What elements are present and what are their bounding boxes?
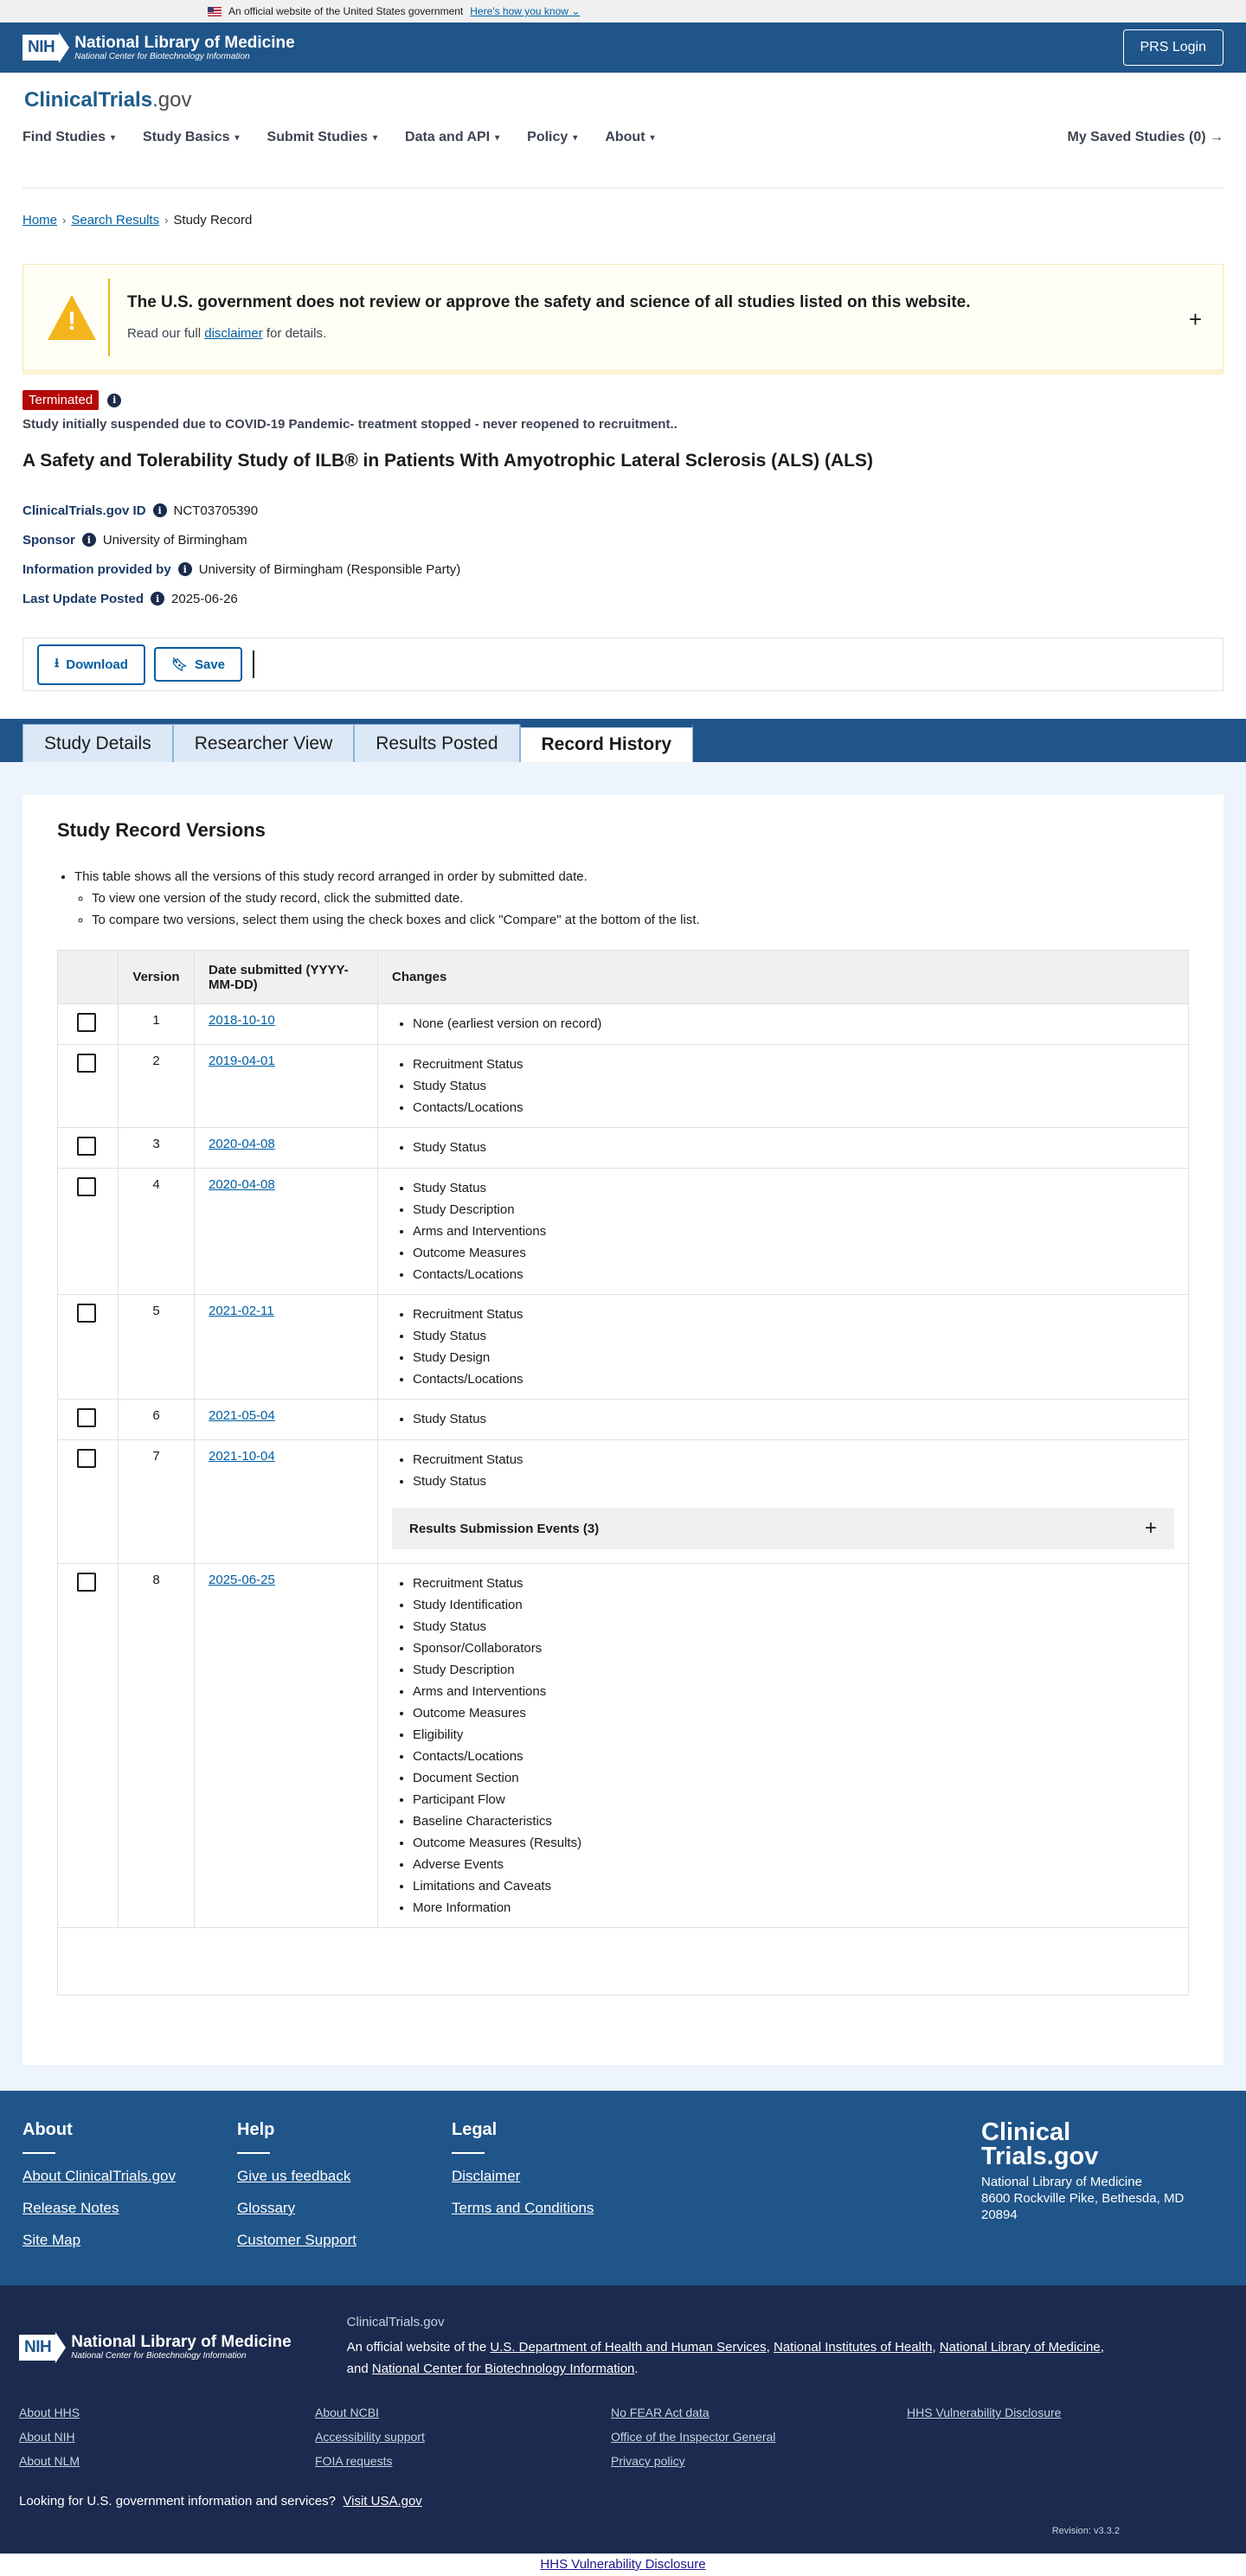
chevron-down-icon: ▾ (650, 132, 655, 143)
list-item: • Adverse Events (413, 1854, 1174, 1875)
table-row (58, 1128, 1189, 1169)
nav-about[interactable]: About ▾ (605, 130, 655, 144)
compare-checkbox[interactable] (77, 1054, 96, 1073)
info-icon[interactable]: i (107, 394, 121, 407)
list-item: • Limitations and Caveats (413, 1875, 1174, 1897)
footer-link[interactable]: Give us feedback (237, 2168, 351, 2184)
info-icon[interactable]: i (178, 562, 192, 576)
list-item: • Recruitment Status (413, 1054, 1174, 1075)
version-number: 7 (119, 1440, 195, 1564)
table-row (58, 1564, 1189, 1928)
footer-brand: Clinical Trials.gov National Library of Medicine 8600 Rockville Pike, Bethesda, MD 20894 (981, 2120, 1224, 2264)
version-date-link[interactable]: 2018-10-10 (209, 1013, 275, 1028)
chevron-down-icon: ▾ (234, 132, 240, 143)
list-item: • Recruitment Status (413, 1573, 1174, 1594)
version-number: 4 (119, 1169, 195, 1295)
chevron-right-icon: › (164, 214, 169, 227)
version-number: 1 (119, 1004, 195, 1045)
col-date: Date submitted (YYYY-MM-DD) (195, 951, 378, 1004)
list-item: • Recruitment Status (413, 1449, 1174, 1471)
list-item: • Study Status (413, 1075, 1174, 1097)
version-date-link[interactable]: 2020-04-08 (209, 1137, 275, 1151)
gov-banner-text: An official website of the United States government (228, 5, 464, 17)
list-item: • Study Status (413, 1616, 1174, 1637)
table-row (58, 1169, 1189, 1295)
clinicaltrials-logo[interactable]: ClinicalTrials.gov (24, 88, 192, 112)
compare-checkbox[interactable] (77, 1013, 96, 1032)
footer-bottom-link[interactable]: HHS Vulnerability Disclosure (907, 2406, 1062, 2419)
compare-checkbox[interactable] (77, 1449, 96, 1468)
changes-list (413, 1304, 1174, 1390)
compare-checkbox[interactable] (77, 1137, 96, 1156)
chevron-down-icon: ▾ (111, 132, 116, 143)
usa-gov-link[interactable]: Visit USA.gov (343, 2494, 422, 2509)
disclaimer-headline: The U.S. government does not review or approve the safety and science of all studies listed on this website. (127, 293, 971, 311)
nlm-logo[interactable]: NIH National Library of Medicine National Center for Biotechnology Information (22, 32, 295, 63)
download-button[interactable]: ⭳ Download (37, 644, 145, 685)
tab-results-posted[interactable]: Results Posted (354, 724, 519, 762)
nav-find-studies[interactable]: Find Studies ▾ (22, 130, 116, 144)
version-date-link[interactable]: 2025-06-25 (209, 1573, 275, 1587)
us-flag-icon (208, 7, 222, 16)
why-stopped: Study initially suspended due to COVID-19 Pandemic- treatment stopped - never reopened to recruitment.. (22, 417, 678, 432)
arrow-right-icon: → (1210, 130, 1224, 144)
list-item: • Contacts/Locations (413, 1746, 1174, 1767)
list-item: • Study Status (413, 1177, 1174, 1199)
breadcrumb-search-results[interactable]: Search Results (71, 213, 160, 227)
list-item: • Document Section (413, 1767, 1174, 1789)
changes-list (413, 1054, 1174, 1118)
versions-heading: Study Record Versions (57, 819, 266, 841)
gov-banner (0, 0, 1246, 22)
version-date-link[interactable]: 2021-05-04 (209, 1408, 275, 1423)
info-icon[interactable]: i (82, 533, 96, 547)
chevron-down-icon: ▾ (573, 132, 578, 143)
list-item: • Study Status (413, 1408, 1174, 1430)
footer-link[interactable]: Customer Support (237, 2232, 356, 2248)
footer-bottom-link[interactable]: Office of the Inspector General (611, 2430, 776, 2444)
table-row (58, 1295, 1189, 1400)
chevron-down-icon: ▾ (373, 132, 378, 143)
prs-login-button[interactable]: PRS Login (1123, 29, 1224, 66)
ncbi-name: National Center for Biotechnology Information (74, 51, 250, 61)
footer-link[interactable]: Site Map (22, 2232, 81, 2248)
nav-data-api[interactable]: Data and API ▾ (405, 130, 500, 144)
actions-bar (22, 638, 1224, 691)
tab-researcher-view[interactable]: Researcher View (173, 724, 355, 762)
changes-list (413, 1137, 1174, 1158)
footer-col-about: About About ClinicalTrials.gov Release Notes Site Map (22, 2120, 237, 2264)
list-item: • Contacts/Locations (413, 1368, 1174, 1390)
footer-bottom-link[interactable]: About NLM (19, 2454, 80, 2468)
table-row (58, 1004, 1189, 1045)
expand-plus-icon[interactable]: + (1188, 306, 1202, 332)
status-badge: Terminated (22, 390, 99, 410)
bookmark-icon: 🔖︎ (170, 657, 188, 672)
meta-last-update: Last Update Posted i 2025-06-26 (22, 591, 238, 606)
meta-nct-id: ClinicalTrials.gov ID i NCT03705390 (22, 503, 259, 518)
version-date-link[interactable]: 2019-04-01 (209, 1054, 275, 1068)
footer-bottom-link[interactable]: About NCBI (315, 2406, 379, 2419)
list-item: • Sponsor/Collaborators (413, 1637, 1174, 1659)
compare-checkbox[interactable] (77, 1573, 96, 1592)
nav-submit-studies[interactable]: Submit Studies ▾ (267, 130, 378, 144)
footer-bottom-link[interactable]: Accessibility support (315, 2430, 425, 2444)
list-item: • Arms and Interventions (413, 1221, 1174, 1242)
breadcrumb-current: Study Record (173, 213, 253, 227)
versions-notes: • This table shows all the versions of this study record arranged in order by submitted date. ◦ To view one version of the study record, click the submitted date. ◦ To compare two versions, select them using the check boxes and click "Compare" at the bottom of the list. (74, 866, 1189, 931)
list-item: • Outcome Measures (413, 1242, 1174, 1264)
ncbi-link[interactable]: National Center for Biotechnology Information (371, 2361, 635, 2376)
nih-link[interactable]: National Institutes of Health (774, 2340, 933, 2355)
list-item: • Arms and Interventions (413, 1681, 1174, 1702)
study-title: A Safety and Tolerability Study of ILB® in Patients With Amyotrophic Lateral Sclerosis (ALS) (ALS) (22, 451, 873, 471)
info-icon[interactable]: i (153, 503, 167, 517)
list-item: • Recruitment Status (413, 1304, 1174, 1325)
list-item: • Baseline Characteristics (413, 1810, 1174, 1832)
version-date-link[interactable]: 2021-02-11 (209, 1304, 274, 1318)
footer-top (0, 2091, 1246, 2285)
list-item: • Study Identification (413, 1594, 1174, 1616)
disclaimer-alert (22, 264, 1224, 375)
version-number: 2 (119, 1045, 195, 1128)
footer-bottom-links (19, 2406, 1227, 2468)
compare-checkbox[interactable] (77, 1408, 96, 1427)
hhs-vulnerability-link[interactable]: HHS Vulnerability Disclosure (540, 2557, 706, 2572)
tab-record-history[interactable]: Record History (520, 724, 694, 762)
heres-how-you-know-link[interactable]: Here's how you know ⌄ (470, 5, 581, 17)
changes-list (413, 1449, 1174, 1492)
tab-bar (0, 719, 1246, 762)
nlm-name: National Library of Medicine (74, 33, 295, 52)
table-row (58, 1400, 1189, 1440)
list-item: • Study Description (413, 1659, 1174, 1681)
changes-list (413, 1177, 1174, 1285)
list-item: • Contacts/Locations (413, 1097, 1174, 1118)
footer-logo[interactable]: Clinical Trials.gov (981, 2118, 1099, 2170)
table-row (58, 1440, 1189, 1564)
footer-bottom-link[interactable]: FOIA requests (315, 2454, 393, 2468)
footer-col-legal: Legal Disclaimer Terms and Conditions (452, 2120, 666, 2264)
results-submission-events[interactable]: Results Submission Events (3) + (392, 1508, 1174, 1549)
footer-bottom: NIH National Library of Medicine National Center for Biotechnology Information ClinicalTrials.gov An official website of the U.S. Department of Health and Human Services, National Institutes of Health, National Library of Medicine, and National Center for Biotechnology Information. About HHS About NCBI No FEAR Act data HHS Vulnerability Disclosure About NIH Accessibility support Office of the Inspector General About NLM FOIA requests Privacy policy Looking for U.S. government information and services? Visit USA.gov Revision: v3.3.2 (0, 2285, 1246, 2554)
footer-link[interactable]: Glossary (237, 2200, 296, 2216)
compare-checkbox[interactable] (77, 1304, 96, 1323)
breadcrumb (22, 189, 1224, 227)
footer-link[interactable]: Release Notes (22, 2200, 119, 2216)
version-number: 8 (119, 1564, 195, 1928)
list-item: • Outcome Measures (413, 1702, 1174, 1724)
main-nav (22, 130, 1224, 145)
table-row (58, 1045, 1189, 1128)
changes-list (413, 1573, 1174, 1919)
info-icon[interactable]: i (151, 592, 164, 606)
save-button[interactable]: 🔖︎ Save (154, 647, 242, 682)
footer-link[interactable]: Disclaimer (452, 2168, 521, 2184)
list-item: • Study Status (413, 1471, 1174, 1492)
nih-header (0, 22, 1246, 73)
disclaimer-subtext: Read our full disclaimer for details. (127, 326, 327, 341)
list-item: • Participant Flow (413, 1789, 1174, 1810)
footer-nlm-logo[interactable]: NIH National Library of Medicine National Center for Biotechnology Information (19, 2315, 292, 2380)
nav-policy[interactable]: Policy ▾ (527, 130, 578, 144)
nav-study-basics[interactable]: Study Basics ▾ (143, 130, 240, 144)
breadcrumb-home[interactable]: Home (22, 213, 58, 227)
site-header (22, 73, 1224, 189)
nlm-link[interactable]: National Library of Medicine (939, 2340, 1101, 2355)
versions-table (57, 950, 1189, 1996)
col-version: Version (119, 951, 195, 1004)
version-number: 5 (119, 1295, 195, 1400)
version-number: 3 (119, 1128, 195, 1169)
meta-info-provided: Information provided by i University of Birmingham (Responsible Party) (22, 561, 461, 577)
list-item: • None (earliest version on record) (413, 1013, 1174, 1035)
footer-col-help: Help Give us feedback Glossary Customer Support (237, 2120, 452, 2264)
list-item: • Eligibility (413, 1724, 1174, 1746)
my-saved-studies-link[interactable]: My Saved Studies (0) → (1067, 130, 1224, 144)
footer-bottom-link[interactable]: Privacy policy (611, 2454, 685, 2468)
footer-bottom-link[interactable]: About HHS (19, 2406, 80, 2419)
expand-plus-icon: + (1144, 1516, 1157, 1540)
list-item: • Study Status (413, 1137, 1174, 1158)
list-item: • Outcome Measures (Results) (413, 1832, 1174, 1854)
footer-link[interactable]: About ClinicalTrials.gov (22, 2168, 176, 2184)
version-number: 6 (119, 1400, 195, 1440)
list-item: • More Information (413, 1897, 1174, 1919)
changes-list (413, 1408, 1174, 1430)
revision: Revision: v3.3.2 (1051, 2526, 1120, 2536)
warning-icon: ! (48, 295, 96, 340)
list-item: • Study Status (413, 1325, 1174, 1347)
version-date-link[interactable]: 2021-10-04 (209, 1449, 275, 1464)
disclaimer-link[interactable]: disclaimer (204, 326, 263, 341)
study-meta (22, 496, 1224, 613)
list-item: • Study Design (413, 1347, 1174, 1368)
meta-sponsor: Sponsor i University of Birmingham (22, 532, 247, 548)
download-icon: ⭳ (55, 655, 60, 670)
footer-bottom-link[interactable]: No FEAR Act data (611, 2406, 710, 2419)
tab-study-details[interactable]: Study Details (22, 724, 173, 762)
table-footer-row (58, 1928, 1189, 1996)
hhs-link[interactable]: U.S. Department of Health and Human Services (490, 2340, 767, 2355)
changes-list (413, 1013, 1174, 1035)
chevron-right-icon: › (62, 214, 67, 227)
col-changes: Changes (378, 951, 1189, 1004)
footer-bottom-link[interactable]: About NIH (19, 2430, 75, 2444)
chevron-down-icon: ▾ (495, 132, 500, 143)
footer-link[interactable]: Terms and Conditions (452, 2200, 594, 2216)
version-date-link[interactable]: 2020-04-08 (209, 1177, 275, 1192)
list-item: • Contacts/Locations (413, 1264, 1174, 1285)
compare-checkbox[interactable] (77, 1177, 96, 1196)
versions-card (22, 795, 1224, 2065)
list-item: • Study Description (413, 1199, 1174, 1221)
